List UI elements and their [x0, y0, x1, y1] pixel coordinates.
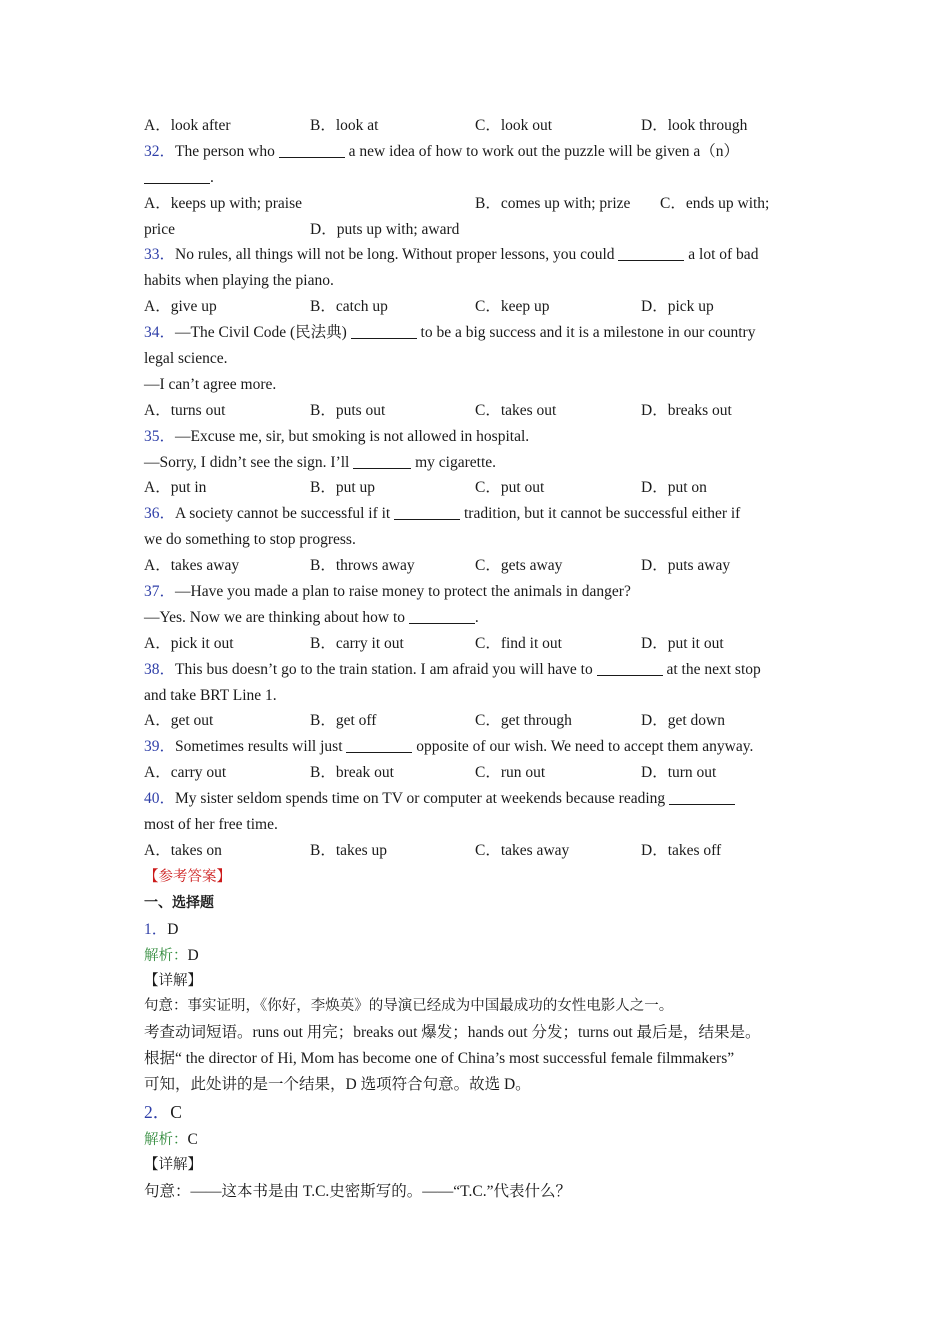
q35-stem [144, 424, 810, 450]
q39-blank [346, 738, 412, 753]
q32-option-d: D．puts up with; award [310, 220, 460, 238]
q39-options [144, 760, 810, 786]
q38-option-a: A．get out [144, 712, 214, 730]
q32-option-a: A．keeps up with; praise [144, 194, 302, 212]
q34-stem [144, 320, 810, 346]
q32-text-b: a new idea of how to work out the puzzle will be given a（n） [344, 142, 740, 160]
answer-1-detail-line2: 考查动词短语。runs out 用完；breaks out 爆发；hands out 分发；turns out 最后是，结果是。 [144, 1024, 761, 1042]
q39-stem [144, 734, 810, 760]
q38-option-d: D．get down [641, 712, 725, 730]
q34-stem-line3: —I can’t agree more. [144, 375, 277, 393]
q38-text-b: at the next stop [662, 660, 761, 678]
q37-stem [144, 579, 810, 605]
q38-option-c: C．get through [475, 712, 572, 730]
q34-blank [351, 324, 417, 339]
page-content [144, 113, 810, 1205]
q40-number: 40． [144, 790, 176, 808]
q33-option-d: D．pick up [641, 298, 714, 316]
q32-options-line2 [144, 217, 810, 243]
q39-option-b: B．break out [310, 764, 394, 782]
q37-option-d: D．put it out [641, 634, 724, 652]
q32-stem [144, 139, 810, 165]
q39-option-a: A．carry out [144, 764, 227, 782]
q35-option-c: C．put out [475, 479, 545, 497]
q37-text: —Have you made a plan to raise money to protect the animals in danger? [175, 583, 631, 601]
q33-stem [144, 242, 810, 268]
q38-number: 38． [144, 660, 176, 678]
q36-blank [394, 505, 460, 520]
q40-option-b: B．takes up [310, 841, 388, 859]
q36-option-b: B．throws away [310, 557, 415, 575]
q36-stem [144, 501, 810, 527]
q33-option-b: B．catch up [310, 298, 388, 316]
q36-option-d: D．puts away [641, 557, 731, 575]
q34-option-a: A．turns out [144, 401, 226, 419]
q40-option-c: C．takes away [475, 841, 570, 859]
q36-text-b: tradition, but it cannot be successful either if [460, 505, 741, 523]
q38-blank [597, 661, 663, 676]
q40-option-a: A．takes on [144, 841, 222, 859]
q35-number: 35． [144, 427, 176, 445]
q33-number: 33． [144, 246, 176, 264]
answer-1-detail-line4: 可知，此处讲的是一个结果，D 选项符合句意。故选 D。 [144, 1076, 531, 1094]
q38-text-a: This bus doesn’t go to the train station. I am afraid you will have to [175, 660, 597, 678]
q40-text-a: My sister seldom spends time on TV or computer at weekends because reading [175, 790, 670, 808]
q32-option-c: C．ends up with; [660, 194, 770, 212]
q32-text-c: . [210, 168, 214, 186]
analysis-value: C [187, 1130, 198, 1148]
answer-1-analysis [144, 943, 810, 969]
q33-text-b: a lot of bad [684, 246, 759, 264]
answer-1-detail-label: 【详解】 [144, 972, 202, 989]
q38-option-b: B．get off [310, 712, 377, 730]
answer-1-number: 1． [144, 920, 168, 938]
q39-number: 39． [144, 738, 176, 756]
q32-blank [279, 143, 345, 158]
q39-text-a: Sometimes results will just [175, 738, 347, 756]
analysis-label: 解析： [144, 947, 188, 964]
q35-text: —Excuse me, sir, but smoking is not allowed in hospital. [175, 427, 530, 445]
q34-option-c: C．takes out [475, 401, 557, 419]
q40-option-d: D．takes off [641, 841, 722, 859]
q37-stem-line2 [144, 605, 810, 631]
q35-text-a: —Sorry, I didn’t see the sign. I’ll [144, 453, 354, 471]
answer-2 [144, 1098, 810, 1127]
q31-option-d: D．look through [641, 117, 748, 134]
q36-number: 36． [144, 505, 176, 523]
q40-stem-line2: most of her free time. [144, 816, 278, 834]
analysis-label: 解析： [144, 1131, 188, 1148]
q40-options [144, 838, 810, 864]
q33-option-c: C．keep up [475, 298, 550, 316]
answer-1-detail-line1: 句意：事实证明，《你好，李焕英》的导演已经成为中国最成功的女性电影人之一。 [144, 998, 674, 1015]
q39-option-c: C．run out [475, 764, 546, 782]
q33-stem-line2: habits when playing the piano. [144, 272, 334, 290]
answer-2-detail-label: 【详解】 [144, 1156, 202, 1173]
q33-blank [618, 246, 684, 261]
q31-option-b: B．look at [310, 117, 379, 134]
q39-text-b: opposite of our wish. We need to accept them anyway. [412, 738, 754, 756]
q39-option-d: D．turn out [641, 764, 717, 782]
answer-1 [144, 917, 810, 943]
q35-stem-line2 [144, 450, 810, 476]
q35-options [144, 475, 810, 501]
q31-option-c: C．look out [475, 117, 553, 134]
q36-options [144, 553, 810, 579]
q32-number: 32． [144, 142, 176, 160]
q35-option-d: D．put on [641, 479, 707, 497]
q33-option-a: A．give up [144, 298, 217, 316]
q35-blank [353, 454, 411, 469]
answer-1-detail-line3: 根据“ the director of Hi, Mom has become one of China’s most successful female filmmakers” [144, 1050, 735, 1068]
q40-blank [669, 790, 735, 805]
answer-1-value: D [167, 920, 179, 938]
q38-stem-line2: and take BRT Line 1. [144, 686, 277, 704]
answer-2-number: 2． [144, 1101, 171, 1122]
q36-option-a: A．takes away [144, 557, 240, 575]
q37-options [144, 631, 810, 657]
q36-text-a: A society cannot be successful if it [175, 505, 395, 523]
q34-option-d: D．breaks out [641, 401, 732, 419]
q33-text-a: No rules, all things will not be long. Without proper lessons, you could [175, 246, 619, 264]
q37-option-a: A．pick it out [144, 634, 234, 652]
q38-stem [144, 657, 810, 683]
q34-options [144, 398, 810, 424]
q32-options-line1 [144, 191, 810, 217]
q34-text-b: to be a big success and it is a milestone in our country [416, 324, 756, 342]
q32-stem-line2 [144, 165, 810, 191]
q37-number: 37． [144, 583, 176, 601]
answer-key-heading: 【参考答案】 [144, 868, 231, 885]
q32-option-c-cont: price [144, 220, 175, 238]
q31-option-a: A．look after [144, 117, 231, 134]
q36-stem-line2: we do something to stop progress. [144, 531, 356, 549]
q37-option-c: C．find it out [475, 634, 562, 652]
answer-2-detail-line1: 句意：——这本书是由 T.C.史密斯写的。——“T.C.”代表什么？ [144, 1182, 571, 1200]
q35-option-a: A．put in [144, 479, 207, 497]
q33-options [144, 294, 810, 320]
q35-text-b: my cigarette. [411, 453, 497, 471]
q37-text-a: —Yes. Now we are thinking about how to [144, 608, 409, 626]
answer-2-analysis [144, 1127, 810, 1153]
q34-number: 34． [144, 324, 176, 342]
analysis-value: D [187, 946, 199, 964]
q34-stem-line2: legal science. [144, 350, 228, 368]
q32-option-b: B．comes up with; prize [475, 194, 631, 212]
q40-stem [144, 786, 810, 812]
q37-blank [409, 609, 475, 624]
answer-2-value: C [170, 1101, 182, 1122]
q36-option-c: C．gets away [475, 557, 563, 575]
section-title: 一、选择题 [144, 894, 214, 911]
q32-blank-2 [144, 169, 210, 184]
q38-options [144, 708, 810, 734]
q37-option-b: B．carry it out [310, 634, 404, 652]
q37-text-b: . [474, 608, 479, 626]
q34-option-b: B．puts out [310, 401, 386, 419]
q31-options [144, 113, 810, 139]
q35-option-b: B．put up [310, 479, 376, 497]
q32-text-a: The person who [175, 142, 279, 160]
q34-text-a: —The Civil Code (民法典) [175, 324, 351, 342]
